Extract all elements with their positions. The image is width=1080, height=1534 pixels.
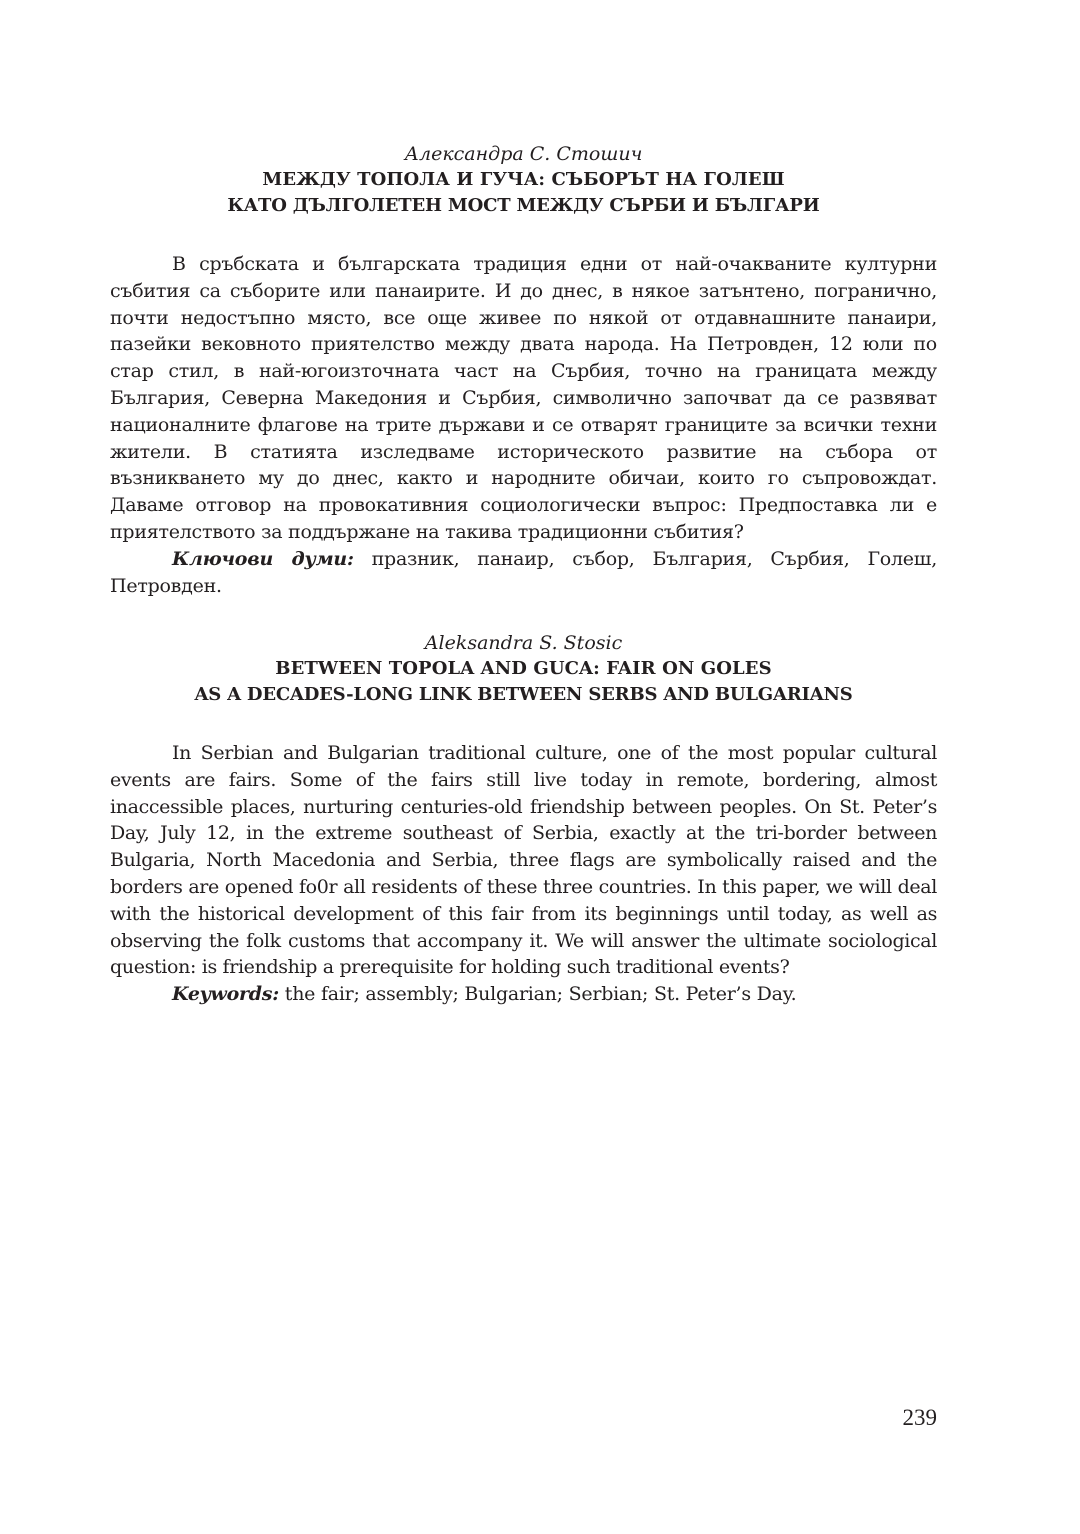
- title-line-1-english: BETWEEN TOPOLA AND GUCA: FAIR ON GOLES: [275, 658, 772, 679]
- author-name-english: Aleksandra S. Stosic: [424, 632, 623, 654]
- keywords-label-bulgarian: Ключови думи:: [172, 547, 354, 570]
- keywords-paragraph-bulgarian: [110, 546, 937, 600]
- title-line-1-bulgarian: МЕЖДУ ТОПОЛА И ГУЧА: СЪБОРЪТ НА ГОЛЕШ: [262, 169, 785, 190]
- page-number: 239: [902, 1405, 937, 1430]
- english-abstract: [110, 630, 937, 1008]
- bulgarian-abstract: [110, 141, 937, 599]
- title-line-2-bulgarian: КАТО ДЪЛГОЛЕТЕН МОСТ МЕЖДУ СЪРБИ И БЪЛГАРИ: [227, 195, 820, 216]
- keywords-list-bulgarian: празник, панаир, събор, България, Сърбия, Голеш, Петровден.: [110, 547, 937, 597]
- keywords-label-english: Keywords:: [172, 983, 280, 1006]
- author-name-bulgarian: Александра С. Стошич: [404, 143, 643, 165]
- title-line-2-english: AS A DECADES-LONG LINK BETWEEN SERBS AND BULGARIANS: [194, 684, 853, 705]
- abstract-body-english: In Serbian and Bulgarian traditional culture, one of the most popular cultural events are fairs. Some of the fairs still live today in remote, bordering, almost inaccessible places, nurturing centuries-old friendship between peoples. On St. Peter’s Day, July 12, in the extreme southeast of Serbia, exactly at the tri-border between Bulgaria, North Macedonia and Serbia, three flags are symbolically raised and the borders are opened fo0r all residents of these three countries. In this paper, we will deal with the historical development of this fair from its beginnings until today, as well as observing the folk customs that accompany it. We will answer the ultimate sociological question: is friendship a prerequisite for holding such traditional events?: [110, 742, 937, 979]
- keywords-paragraph-english: [110, 981, 937, 1008]
- abstract-body-bulgarian: В сръбската и българската традиция едни от най-очакваните културни събития са съборите или панаирите. И до днес, в някое затънтено, погранично, почти недостъпно място, все още живее по някой от отдавнашните панаири, пазейки вековното приятелство между двата народа. На Петровден, 12 юли по стар стил, в най-югоизточната част на Сърбия, точно на границата между България, Северна Македония и Сърбия, символично започват да се развяват националните флагове на трите държави и се отварят границите за всички техни жители. В статията изследваме историческото развитие на събора от възникването му до днес, както и народните обичаи, които го съпровождат. Даваме отговор на провокативния социологически въпрос: Предпоставка ли е приятелството за поддържане на такива традиционни събития?: [110, 253, 937, 543]
- keywords-list-english: the fair; assembly; Bulgarian; Serbian; St. Peter’s Day.: [279, 983, 797, 1006]
